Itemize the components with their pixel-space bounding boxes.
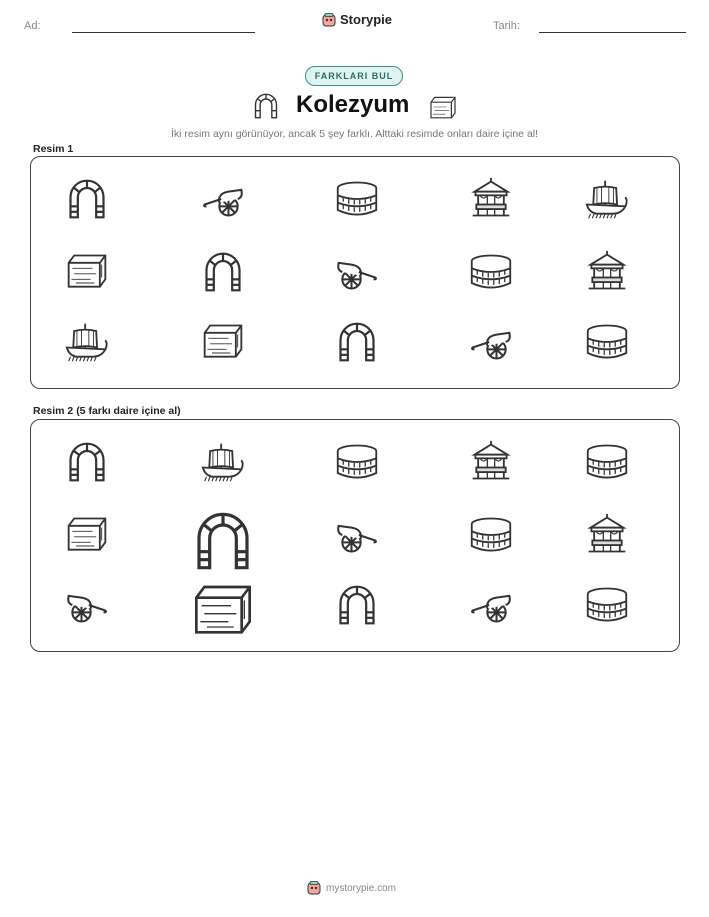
puzzle-type-badge: FARKLARI BUL xyxy=(305,66,403,86)
picture1-arch-icon[interactable] xyxy=(335,320,379,364)
footer-url[interactable]: mystorypie.com xyxy=(326,882,397,894)
picture1-colosseum-icon[interactable] xyxy=(335,177,379,221)
picture2-label: Resim 2 (5 farkı daire içine al) xyxy=(33,405,181,417)
picture2-chariot-icon[interactable] xyxy=(65,583,109,627)
picture2-stone-block-large-icon[interactable] xyxy=(191,579,255,643)
date-line[interactable] xyxy=(539,32,686,33)
picture2-arch-icon[interactable] xyxy=(65,440,109,484)
picture1-gazebo-icon[interactable] xyxy=(585,250,629,294)
footer xyxy=(307,881,396,895)
instructions: İki resim aynı görünüyor, ancak 5 şey farklı. Alttaki resimde onları daire içine al! xyxy=(170,128,539,140)
name-line[interactable] xyxy=(72,32,255,33)
picture1-stone-block-icon[interactable] xyxy=(201,320,245,364)
brand-name: Storypie xyxy=(340,12,393,27)
picture1-label: Resim 1 xyxy=(33,143,74,155)
picture1-panel xyxy=(30,156,680,389)
picture2-arch-large-icon[interactable] xyxy=(191,509,255,573)
picture1-ship-icon[interactable] xyxy=(585,177,629,221)
arch-icon xyxy=(252,92,280,120)
picture1-colosseum-icon[interactable] xyxy=(585,320,629,364)
picture1-ship-icon[interactable] xyxy=(65,320,109,364)
picture2-chariot-icon[interactable] xyxy=(469,583,513,627)
picture1-chariot-icon[interactable] xyxy=(469,320,513,364)
picture2-colosseum-icon[interactable] xyxy=(585,583,629,627)
picture2-colosseum-icon[interactable] xyxy=(469,513,513,557)
stone-block-icon xyxy=(428,95,458,119)
picture1-chariot-icon[interactable] xyxy=(201,177,245,221)
picture1-chariot-icon[interactable] xyxy=(335,250,379,294)
picture2-gazebo-icon[interactable] xyxy=(585,513,629,557)
page-title: Kolezyum xyxy=(296,91,410,118)
brand-logo xyxy=(322,12,392,27)
picture1-arch-icon[interactable] xyxy=(65,177,109,221)
picture2-colosseum-icon[interactable] xyxy=(585,440,629,484)
mascot-icon xyxy=(307,881,321,895)
picture1-gazebo-icon[interactable] xyxy=(469,177,513,221)
picture2-colosseum-icon[interactable] xyxy=(335,440,379,484)
name-label: Ad: xyxy=(24,20,41,32)
picture1-colosseum-icon[interactable] xyxy=(469,250,513,294)
picture2-panel xyxy=(30,419,680,652)
picture1-arch-icon[interactable] xyxy=(201,250,245,294)
picture2-chariot-icon[interactable] xyxy=(335,513,379,557)
picture2-stone-block-icon[interactable] xyxy=(65,513,109,557)
date-label: Tarih: xyxy=(493,20,520,32)
mascot-icon xyxy=(322,13,336,27)
picture2-gazebo-icon[interactable] xyxy=(469,440,513,484)
picture2-arch-icon[interactable] xyxy=(335,583,379,627)
picture1-stone-block-icon[interactable] xyxy=(65,250,109,294)
picture2-ship-icon[interactable] xyxy=(201,440,245,484)
